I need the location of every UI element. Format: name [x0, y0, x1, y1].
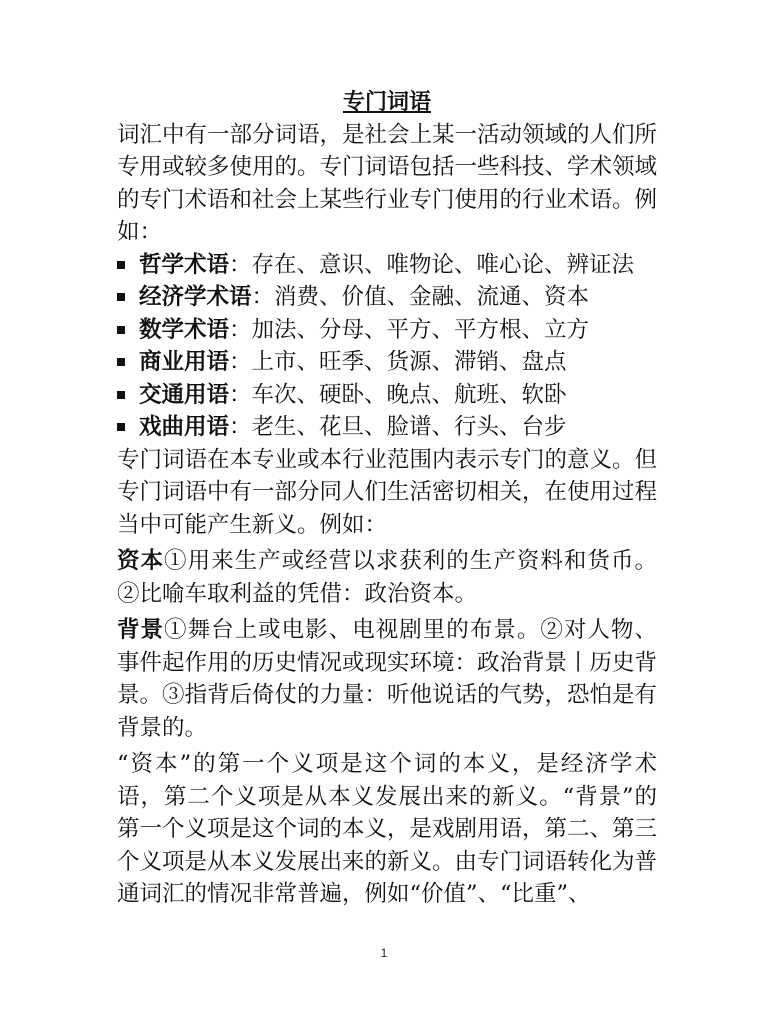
- term-separator: ：: [229, 349, 252, 375]
- term-label: 哲学术语: [139, 251, 230, 278]
- term-label: 数学术语: [139, 316, 230, 343]
- page-number: 1: [380, 946, 388, 960]
- list-item: [117, 314, 657, 347]
- term-separator: ：: [229, 316, 252, 343]
- term-separator: ：: [229, 381, 252, 408]
- square-bullet-icon: [117, 423, 125, 431]
- entry-definition: ①用来生产或经营以求获利的生产资料和货币。②比喻车取利益的凭借：政治资本。: [117, 548, 657, 607]
- list-item: [117, 379, 657, 412]
- terms-list: [117, 249, 657, 444]
- term-items: 消费、价值、金融、流通、资本: [274, 284, 590, 310]
- term-items: 上市、旺季、货源、滞销、盘点: [251, 349, 567, 375]
- list-item: [117, 281, 657, 314]
- term-label: 商业用语: [139, 349, 230, 375]
- dictionary-entry-beijing: [117, 614, 657, 744]
- square-bullet-icon: [117, 326, 125, 334]
- dictionary-entry-ziben: [117, 545, 657, 610]
- document-body: [117, 86, 657, 911]
- third-paragraph: “资本”的第一个义项是这个词的本义，是经济学术语，第二个义项是从本义发展出来的新义。“背景”的第一个义项是这个词的本义，是戏剧用语，第二、第三个义项是从本义发展出来的新义。由专门词语转化为普通词汇的情况非常普遍，例如“价值”、“比重”、: [117, 751, 658, 907]
- entry-word: 背景: [117, 617, 165, 643]
- square-bullet-icon: [117, 293, 125, 301]
- term-label: 经济学术语: [139, 284, 252, 310]
- list-item: [117, 249, 657, 282]
- term-label: 戏曲用语: [139, 414, 230, 440]
- list-item: [117, 346, 657, 379]
- term-separator: ：: [229, 414, 252, 440]
- list-item: [117, 411, 657, 444]
- square-bullet-icon: [117, 391, 125, 399]
- term-label: 交通用语: [139, 381, 230, 408]
- term-items: 存在、意识、唯物论、唯心论、辨证法: [251, 251, 635, 278]
- term-items: 车次、硬卧、晚点、航班、软卧: [251, 381, 567, 408]
- entry-definition: ①舞台上或电影、电视剧里的布景。②对人物、事件起作用的历史情况或现实环境：政治背景丨历史背景。③指背后倚仗的力量：听他说话的气势，恐怕是有背景的。: [117, 617, 658, 741]
- page-title: 专门词语: [342, 89, 431, 115]
- term-separator: ：: [251, 284, 275, 310]
- intro-paragraph: 词汇中有一部分词语，是社会上某一活动领域的人们所专用或较多使用的。专门词语包括一些科技、学术领域的专门术语和社会上某些行业专门使用的行业术语。例如：: [117, 121, 658, 245]
- square-bullet-icon: [117, 358, 125, 366]
- term-separator: ：: [229, 251, 252, 278]
- entry-word: 资本: [117, 548, 165, 574]
- term-items: 加法、分母、平方、平方根、立方: [251, 316, 590, 343]
- square-bullet-icon: [117, 261, 125, 269]
- second-paragraph: 专门词语在本专业或本行业范围内表示专门的意义。但专门词语中有一部分同人们生活密切相关，在使用过程当中可能产生新义。例如：: [117, 446, 658, 538]
- term-items: 老生、花旦、脸谱、行头、台步: [251, 414, 567, 440]
